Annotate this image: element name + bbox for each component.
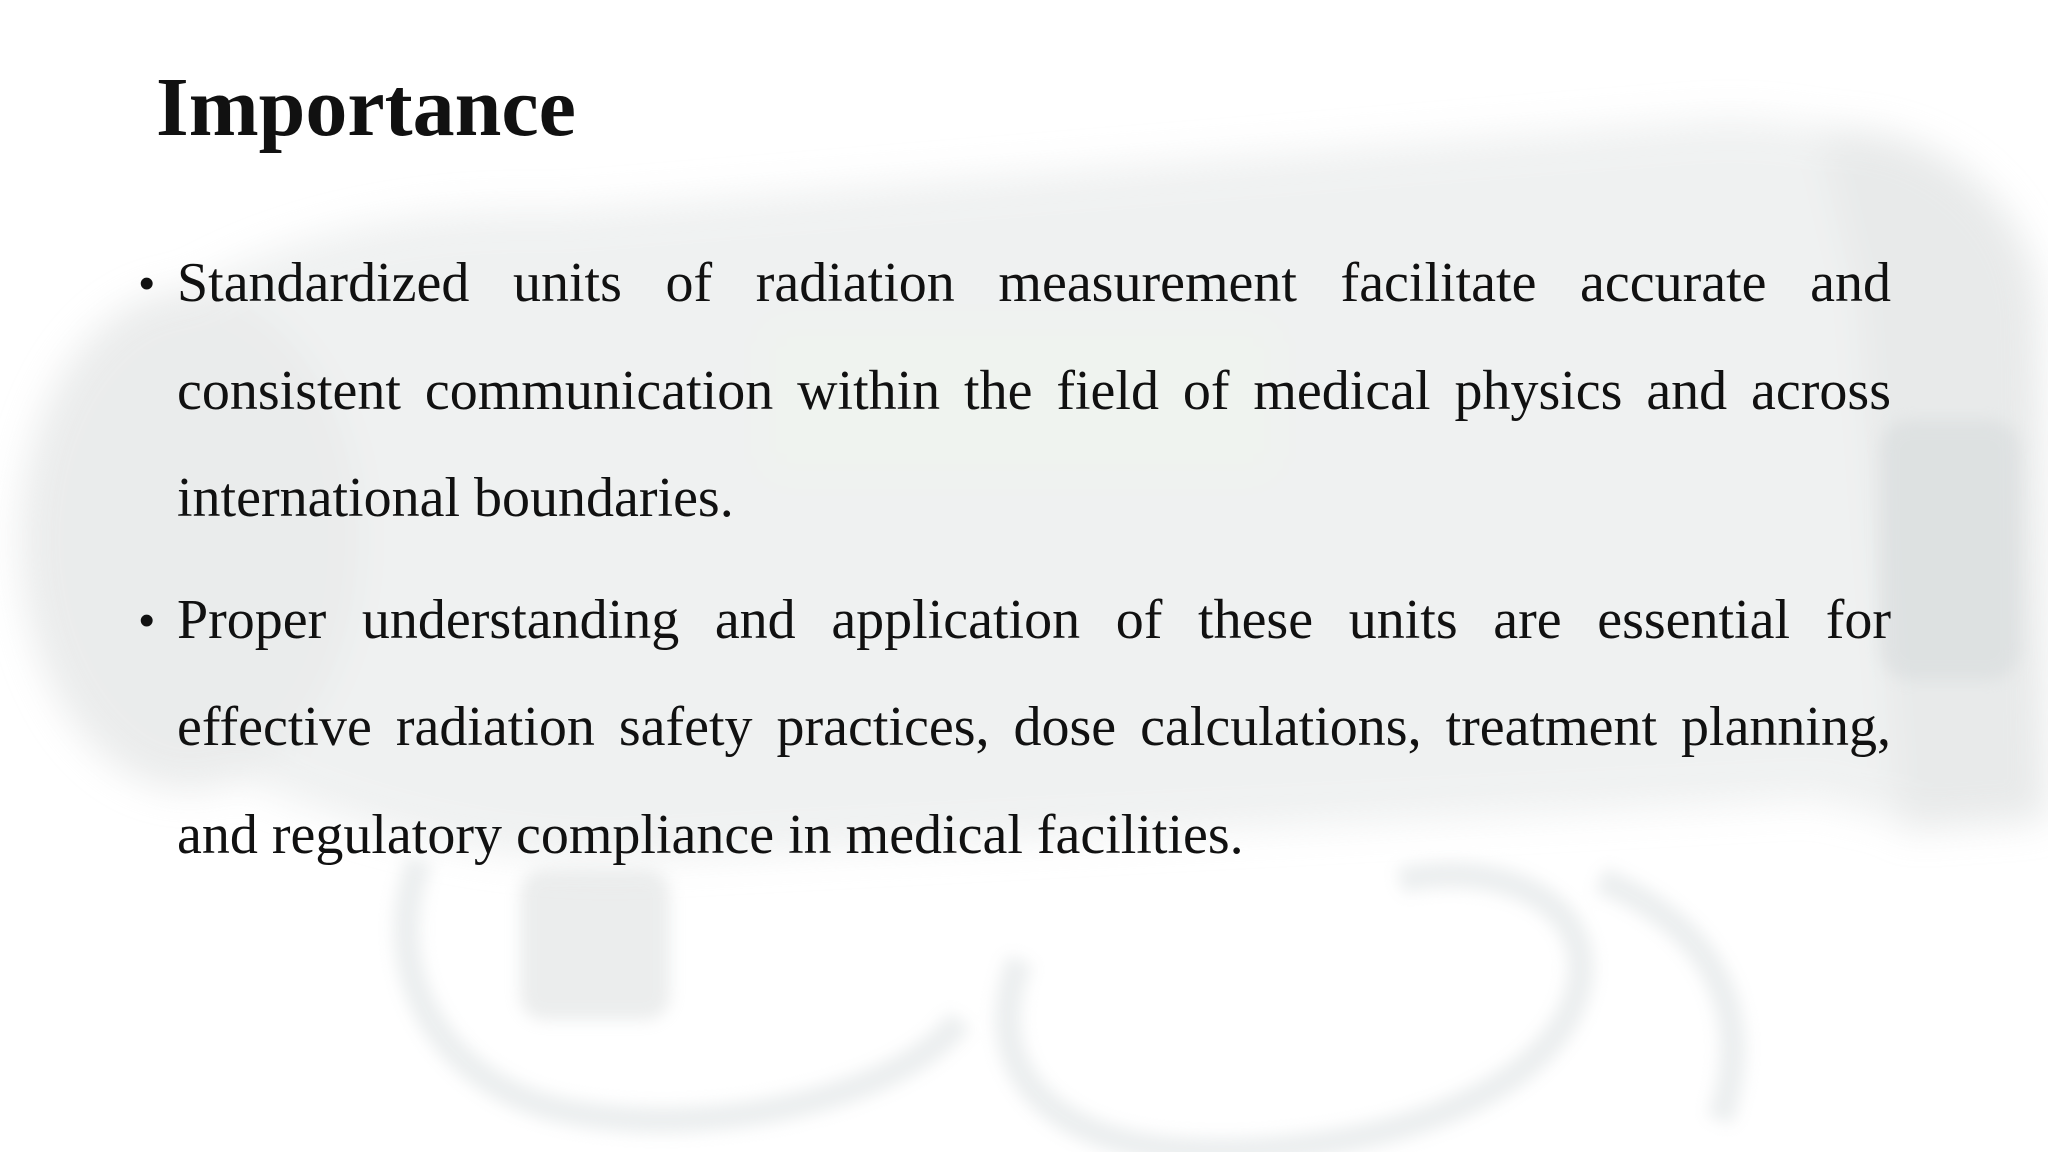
bullet-text: Standardized units of radiation measurement facilitate accurate and consistent communication within the field of medical physics and across international boundaries. (177, 252, 1891, 529)
bullet-dot-icon: • (139, 595, 155, 645)
bullet-dot-icon: • (139, 259, 155, 308)
bullet-item (139, 567, 1891, 890)
bullet-item (139, 230, 1891, 553)
bullet-list (139, 230, 1891, 903)
slide-title: Importance (156, 61, 576, 154)
bullet-text: Proper understanding and application of these units are essential for effective radiation safety practices, dose calculations, treatment planning, and regulatory compliance in medical facilities. (177, 588, 1891, 866)
